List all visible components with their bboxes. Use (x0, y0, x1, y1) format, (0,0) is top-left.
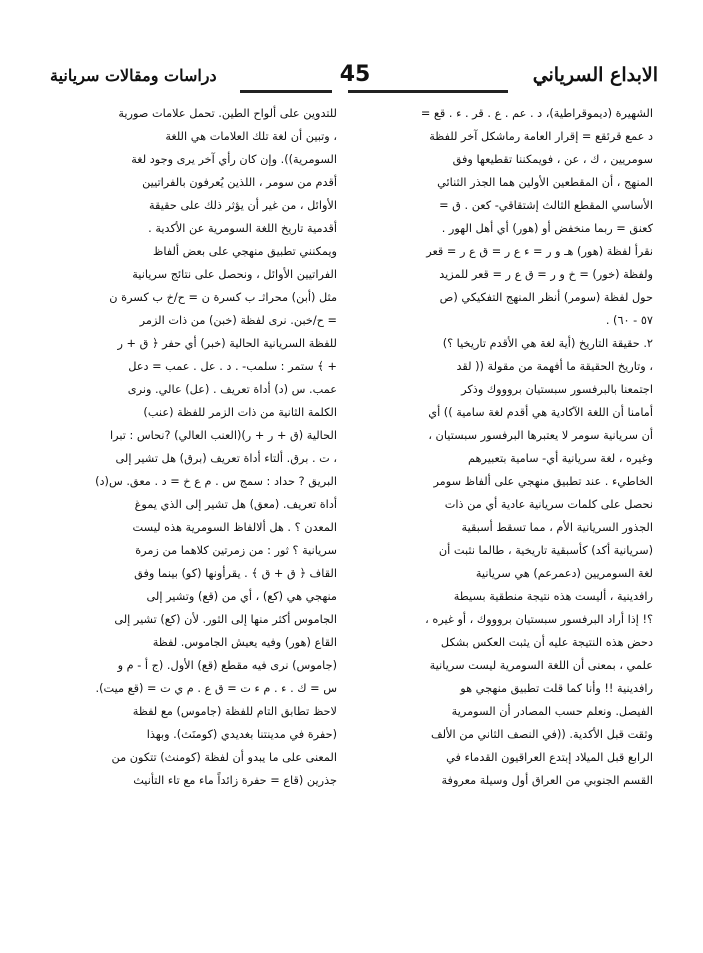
text-line: القاف ﴿ ق + ق ﴾ . يقرأونها (كو) بينما وفق (134, 567, 337, 580)
text-line: الأوائل ، من غير أن يؤثر ذلك على حقيقة (148, 199, 337, 212)
text-line: سومريين ، ك ، عن ، فويمكننا تقطيعها وفق (452, 153, 653, 166)
text-line: الأساسي المقطع الثالث إشتقاقي- كعن . ق = (439, 199, 653, 212)
text-line: د عمع قرئقع = إقرار العامة رماشكل آخر للفظة (429, 130, 653, 143)
text-line: البريق ? حداد : سمج س . م ع خ = د . معق. س(د) (95, 475, 337, 488)
text-line: القاع (هور) وفيه يعيش الجاموس. لفظة (152, 636, 337, 649)
text-line: للتدوين على ألواح الطين. تحمل علامات صورية (118, 107, 337, 120)
text-line: رافدينية !! وأنا كما قلت تطبيق منهجي هو (460, 682, 653, 695)
text-line: ٥٧ - ٦٠) . (605, 314, 653, 327)
text-line: ويمكنني تطبيق منهجي على بعض ألفاظ (152, 245, 337, 258)
text-line: نحصل على كلمات سريانية عادية أي من ذات (444, 498, 653, 511)
text-line: أقدمية تاريخ اللغة السومرية عن الأكدية . (148, 222, 337, 235)
text-line: الخاطيء . عند تطبيق منهجي على ألفاظ سومر (433, 475, 653, 488)
text-line: الجاموس أكثر منها إلى الثور. لأن (كع) تشير إلى (114, 613, 337, 626)
text-line: سريانية ؟ ثور : من زمرتين كلاهما من زمرة (135, 544, 337, 557)
text-line: عمب. س (د) أداة تعريف . (عل) عالي. ونرى (127, 383, 337, 396)
text-line: ، وتبين أن لغة تلك العلامات هي اللغة (165, 130, 337, 143)
text-line: (جاموس) نرى فيه مقطع (قع) الأول. (ج أ - م و (117, 659, 337, 672)
text-line: الفراتيين الأوائل ، ونحصل على نتائج سريانية (132, 268, 337, 281)
text-line: س = ك . ء . م ء ت = ق ع . م ي ت = (قع ميت). (95, 682, 337, 695)
header-rule-left (240, 90, 332, 93)
text-line: لغة السومريين (دعمرعم) هي سريانية (475, 567, 653, 580)
text-line: المنهج ، أن المقطعين الأولين هما الجذر الثنائي (437, 176, 653, 189)
article-column-right (369, 102, 653, 792)
text-line: أداة تعريف. (معق) هل تشير إلى الذي يموغ (134, 498, 337, 511)
text-line: كعنق = ربما منخفض أو (هور) أي أهل الهور . (441, 222, 653, 235)
text-line: منهجي هي (كع) ، أي من (قع) وتشير إلى (146, 590, 337, 603)
text-line: (حفرة في مدينتنا بغديدي (كومنَث). وبهذا (146, 728, 337, 741)
text-line: = ح/خبن. نرى لفظة (خبن) من ذات الزمر (139, 314, 337, 327)
text-line: ، وتاريخ الحقيقة ما أفهمة من مقولة (( لقد (456, 360, 653, 373)
text-line: القسم الجنوبي من العراق أول وسيلة معروفة (441, 774, 653, 787)
text-line: حول لفظة (سومر) أنظر المنهج التفكيكي (ص (439, 291, 653, 304)
header-rule-right (348, 90, 508, 93)
text-line: وغيره ، لغة سريانية أي- سامية بتعبيرهم (468, 452, 653, 465)
text-line: ؟! إذا أراد البرفسور سبستيان بروووك ، أو غيره ، (425, 613, 653, 626)
text-line: رافدينية ، أليست هذه نتيجة منطقية بسيطة (453, 590, 653, 603)
text-line: مثل (أبن) محراثـ ب كسرة ن = ح/خ ب كسرة ن (109, 291, 337, 304)
text-line: علمي ، بمعنى أن اللغة السومرية ليست سريانية (429, 659, 653, 672)
page-header (50, 62, 658, 96)
page-number: 45 (339, 62, 371, 87)
text-line: أقدم من سومر ، اللذين يُعرفون بالفراتيين (142, 176, 337, 189)
article-column-left (53, 102, 337, 792)
text-line: وثقت قبل الأكدية. ((في النصف الثاني من الألف (430, 728, 653, 741)
text-line: للفظة السريانية الحالية (خبر) أي حفر ﴿ ق + ر (117, 337, 337, 350)
text-line: دحض هذه النتيجة عليه أن يثبت العكس بشكل (440, 636, 653, 649)
text-line: الكلمة الثانية من ذات الزمر للفظة (عنب) (143, 406, 337, 419)
text-line: نقرأ لفظة (هور) هـ و ر = ء ع ر = ق ع ر = قعر (426, 245, 653, 258)
text-line: + ﴾ ستمر : سلمب- . د . عل . عمب = دعل (128, 360, 337, 373)
text-line: المعنى على ما يبدو أن لفظة (كومنث) تتكون من (111, 751, 337, 764)
section-title: دراسات ومقالات سريانية (50, 66, 217, 85)
text-line: (سريانية أكد) كأسبقية تاريخية ، طالما نثبت أن (438, 544, 653, 557)
text-line: ٢. حقيقة التاريخ (أية لغة هي الأقدم تاريخيا ؟) (442, 337, 653, 350)
text-line: ، ت . برق. ألتاء أداة تعريف (برق) هل تشير إلى (115, 452, 337, 465)
text-line: أمامنا أن اللغة الآكادية هي أقدم لغة سامية )) أي (428, 406, 653, 419)
magazine-title: الابداع السرياني (532, 64, 658, 86)
text-line: جذرين (قاع = حفرة زائداً ماء مع تاء التأنيث (133, 774, 337, 787)
text-line: الفيصل. ونعلم حسب المصادر أن السومرية (451, 705, 653, 718)
text-line: الرابع قبل الميلاد إبتدع العراقيون القدماء في (446, 751, 653, 764)
text-line: اجتمعنا بالبرفسور سبستيان بروووك وذكر (461, 383, 653, 396)
text-line: لاحظ تطابق التام للفظة (جاموس) مع لفظة (132, 705, 337, 718)
text-line: الحالية (ق + ر + ر)(العنب العالي) ?نحاس : تبرا (109, 429, 337, 442)
text-line: ولفظة (خور) = خ و ر = ق ع ر = قعر للمزيد (439, 268, 653, 281)
text-line: الشهيرة (ديموقراطية)، د . عم . ع . قر . ء . قع = (420, 107, 653, 120)
text-line: المعدن ؟ . هل ألالفاظ السومرية هذه ليست (132, 521, 337, 534)
text-line: أن سريانية سومر لا يعتبرها البرفسور سبستيان ، (428, 429, 653, 442)
text-line: الجذور السريانية الأم ، مما تسقط أسبقية (461, 521, 653, 534)
text-line: السومرية)). وإن كان رأي آخر يرى وجود لغة (131, 153, 337, 166)
